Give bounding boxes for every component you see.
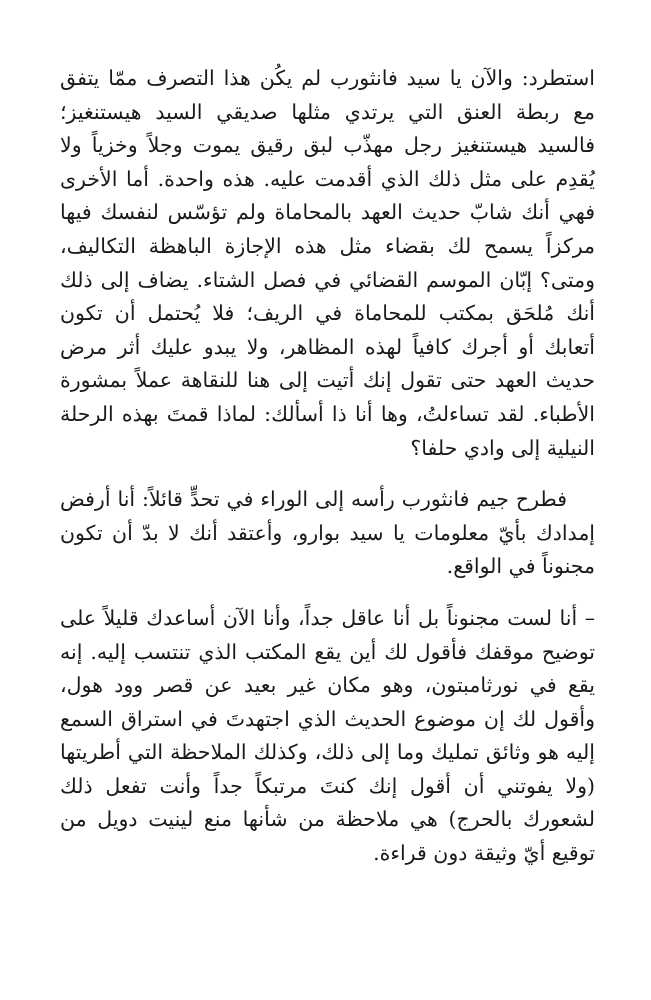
paragraph-3: – أنا لست مجنوناً بل أنا عاقل جداً، وأنا الآن أساعدك قليلاً على توضيح موقفك فأقول لك أين يقع المكتب الذي تنتسب إليه. إنه يقع في نورثامبتون، وهو مكان غير بعيد عن قصر وود هول، وأقول لك إن موضوع الحديث الذي اجتهدتَ في استراق السمع إليه هو وثائق تمليك وما إلى ذلك، وكذلك الملاحظة التي أطريتها (ولا يفوتني أن أقول إنك كنتَ مرتبكاً جداً وأنت تفعل ذلك لشعورك بالحرج) هي ملاحظة من شأنها منع لينيت دويل من توقيع أيّ وثيقة دون قراءة. [60,605,595,866]
paragraph-1: استطرد: والآن يا سيد فانثورب لم يكُن هذا التصرف ممّا يتفق مع ربطة العنق التي يرتدي مثلها صديقي السيد هيستنغيز؛ فالسيد هيستنغيز رجل مهذّب لبق رقيق يموت وجلاً وخزياً ولا يُقدِم على مثل ذلك الذي أقدمت عليه. هذه واحدة. أما الأخرى فهي أنك شابّ حديث العهد بالمحاماة ولم تؤسّس لنفسك فيها مركزاً يسمح لك بقضاء مثل هذه الإجازة الباهظة التكاليف، ومتى؟ إبّان الموسم القضائي في فصل الشتاء. يضاف إلى ذلك أنك مُلحَق بمكتب للمحاماة في الريف؛ فلا يُحتمل أن تكون أتعابك أو أجرك كافياً لهذه المظاهر، ولا يبدو عليك أثر مرض حديث العهد حتى تقول إنك أتيت إلى هنا للنقاهة عملاً بمشورة الأطباء. لقد تساءلتُ، وها أنا ذا أسألك: لماذا قمتَ بهذه الرحلة النيلية إلى وادي حلفا؟ [60,66,595,460]
paragraph-2: فطرح جيم فانثورب رأسه إلى الوراء في تحدٍّ قائلاً: أنا أرفض إمدادك بأيّ معلومات يا سيد بوارو، وأعتقد أنك لا بدّ أن تكون مجنوناً في الواقع. [60,487,595,579]
text-block [60,62,595,889]
